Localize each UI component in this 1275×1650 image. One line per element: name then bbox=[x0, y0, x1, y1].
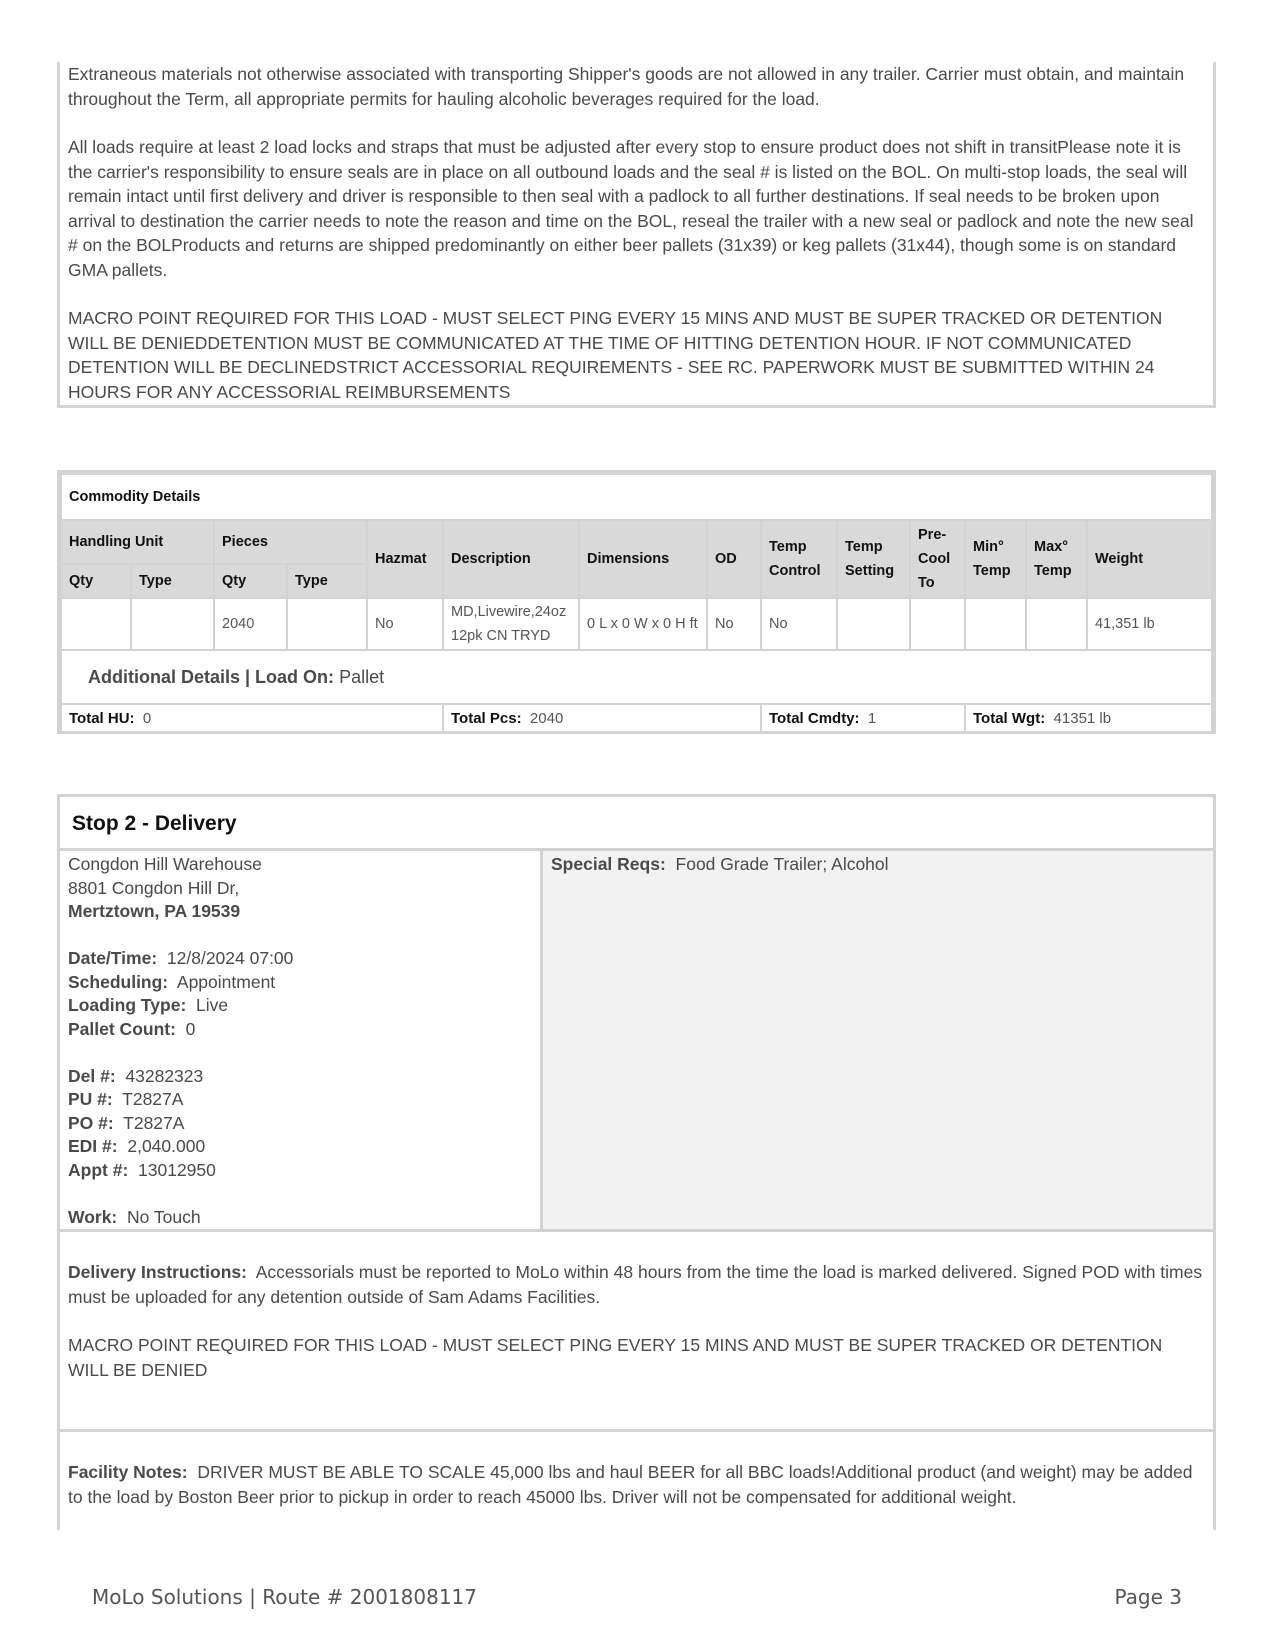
work-field: Work: No Touch bbox=[68, 1206, 201, 1227]
scheduling-field: Scheduling: Appointment bbox=[68, 971, 276, 992]
notes-paragraph-seals: All loads require at least 2 load locks and straps that must be adjusted after every stop to ensure product does not shift in transitPlease note it is the carrier's responsibility to ensure seals are in place on all outbound loads and the seal # is listed on the BOL. On multi-stop loads, the seal will remain intact until first delivery and driver is responsible to then seal with a padlock to all further destinations. If seal needs to be broken upon arrival to destination the carrier needs to note the reason and time on the BOL, reseal the trailer with a new seal or padlock and note the new seal # on the BOLProducts and returns are shipped predominantly on either beer pallets (31x39) or keg pallets (31x44), though some is on standard GMA pallets. bbox=[68, 137, 1194, 280]
facility-name: Congdon Hill Warehouse bbox=[68, 854, 262, 874]
header-od: OD bbox=[707, 520, 761, 598]
cell-pre-cool bbox=[910, 598, 965, 650]
header-min-temp: Min° Temp bbox=[965, 520, 1026, 598]
stop-delivery-section bbox=[57, 794, 1216, 1530]
header-hazmat: Hazmat bbox=[367, 520, 443, 598]
facility-city: Mertztown, PA 19539 bbox=[68, 901, 241, 921]
delivery-instructions-text: Delivery Instructions: Accessorials must be reported to MoLo within 48 hours from the time the load is marked delivered. Signed POD with times must be uploaded for any detention outside of Sam Adams Facilities. bbox=[68, 1262, 1203, 1307]
cell-temp-control: No bbox=[761, 598, 837, 650]
cell-od: No bbox=[707, 598, 761, 650]
header-handling-unit: Handling Unit bbox=[61, 520, 214, 564]
cell-pcs-qty: 2040 bbox=[214, 598, 287, 650]
datetime-field: Date/Time: 12/8/2024 07:00 bbox=[68, 948, 294, 968]
total-hu: Total HU: 0 bbox=[61, 704, 443, 732]
stop-details bbox=[60, 851, 543, 1229]
header-pre-cool: Pre-Cool To bbox=[910, 520, 965, 598]
facility-notes: Facility Notes: DRIVER MUST BE ABLE TO SCALE 45,000 lbs and haul BEER for all BBC loads!Additional product (and weight) may be added to the load by Boston Beer prior to pickup in order to reach 45000 lbs. Driver will not be compensated for additional weight. bbox=[68, 1462, 1193, 1507]
cell-hu-qty bbox=[61, 598, 131, 650]
header-hu-type: Type bbox=[131, 564, 214, 598]
header-temp-setting: Temp Setting bbox=[837, 520, 910, 598]
header-pcs-type: Type bbox=[287, 564, 367, 598]
cell-dimensions: 0 L x 0 W x 0 H ft bbox=[579, 598, 707, 650]
delivery-instructions bbox=[60, 1232, 1213, 1432]
header-max-temp: Max° Temp bbox=[1026, 520, 1087, 598]
additional-details bbox=[61, 650, 1212, 704]
pallet-count-field: Pallet Count: 0 bbox=[68, 1018, 196, 1039]
special-requirements: Special Reqs: Food Grade Trailer; Alcohol bbox=[543, 851, 1213, 1229]
header-hu-qty: Qty bbox=[61, 564, 131, 598]
cell-hu-type bbox=[131, 598, 214, 650]
stop-title: Stop 2 - Delivery bbox=[60, 797, 1213, 851]
cell-hazmat: No bbox=[367, 598, 443, 650]
loading-type-field: Loading Type: Live bbox=[68, 995, 229, 1015]
additional-details-label: Additional Details | Load On: bbox=[88, 666, 335, 687]
table-row bbox=[61, 598, 1212, 650]
facility-address: 8801 Congdon Hill Dr, bbox=[68, 877, 240, 898]
appt-number-field: Appt #: 13012950 bbox=[68, 1159, 216, 1180]
po-number-field: PO #: T2827A bbox=[68, 1112, 185, 1133]
cell-weight: 41,351 lb bbox=[1087, 598, 1212, 650]
cell-description: MD,Livewire,24oz 12pk CN TRYD bbox=[443, 598, 579, 650]
additional-details-value: Pallet bbox=[339, 666, 385, 687]
notes-paragraph-macro-point: MACRO POINT REQUIRED FOR THIS LOAD - MUST SELECT PING EVERY 15 MINS AND MUST BE SUPER TRACKED OR DETENTION WILL BE DENIEDDETENTION MUST BE COMMUNICATED AT THE TIME OF HITTING DETENTION HOUR. IF NOT COMMUNICATED DETENTION WILL BE DECLINEDSTRICT ACCESSORIAL REQUIREMENTS - SEE RC. PAPERWORK MUST BE SUBMITTED WITHIN 24 HOURS FOR ANY ACCESSORIAL REIMBURSEMENTS bbox=[68, 308, 1163, 402]
commodity-title: Commodity Details bbox=[61, 474, 1212, 520]
header-pcs-qty: Qty bbox=[214, 564, 287, 598]
notes-paragraph-permits: Extraneous materials not otherwise associated with transporting Shipper's goods are not allowed in any trailer. Carrier must obtain, and maintain throughout the Term, all appropriate permits for hauling alcoholic beverages required for the load. bbox=[68, 64, 1185, 109]
header-dimensions: Dimensions bbox=[579, 520, 707, 598]
total-pcs: Total Pcs: 2040 bbox=[443, 704, 761, 732]
cell-min-temp bbox=[965, 598, 1026, 650]
pu-number-field: PU #: T2827A bbox=[68, 1089, 184, 1109]
header-description: Description bbox=[443, 520, 579, 598]
total-wgt: Total Wgt: 41351 lb bbox=[965, 704, 1212, 732]
header-temp-control: Temp Control bbox=[761, 520, 837, 598]
commodity-table bbox=[60, 473, 1213, 733]
cell-temp-setting bbox=[837, 598, 910, 650]
load-notes-section bbox=[57, 62, 1216, 408]
totals-row bbox=[61, 704, 1212, 732]
del-number-field: Del #: 43282323 bbox=[68, 1065, 204, 1086]
cell-pcs-type bbox=[287, 598, 367, 650]
footer-route: MoLo Solutions | Route # 2001808117 bbox=[92, 1585, 477, 1609]
commodity-details-section bbox=[57, 470, 1216, 734]
page-footer bbox=[92, 1585, 1182, 1609]
header-pieces: Pieces bbox=[214, 520, 367, 564]
cell-max-temp bbox=[1026, 598, 1087, 650]
edi-number-field: EDI #: 2,040.000 bbox=[68, 1136, 206, 1156]
delivery-macro-point-text: MACRO POINT REQUIRED FOR THIS LOAD - MUST SELECT PING EVERY 15 MINS AND MUST BE SUPER TRACKED OR DETENTION WILL BE DENIED bbox=[68, 1335, 1163, 1380]
header-weight: Weight bbox=[1087, 520, 1212, 598]
page-number: Page 3 bbox=[1114, 1585, 1182, 1609]
total-cmdty: Total Cmdty: 1 bbox=[761, 704, 965, 732]
